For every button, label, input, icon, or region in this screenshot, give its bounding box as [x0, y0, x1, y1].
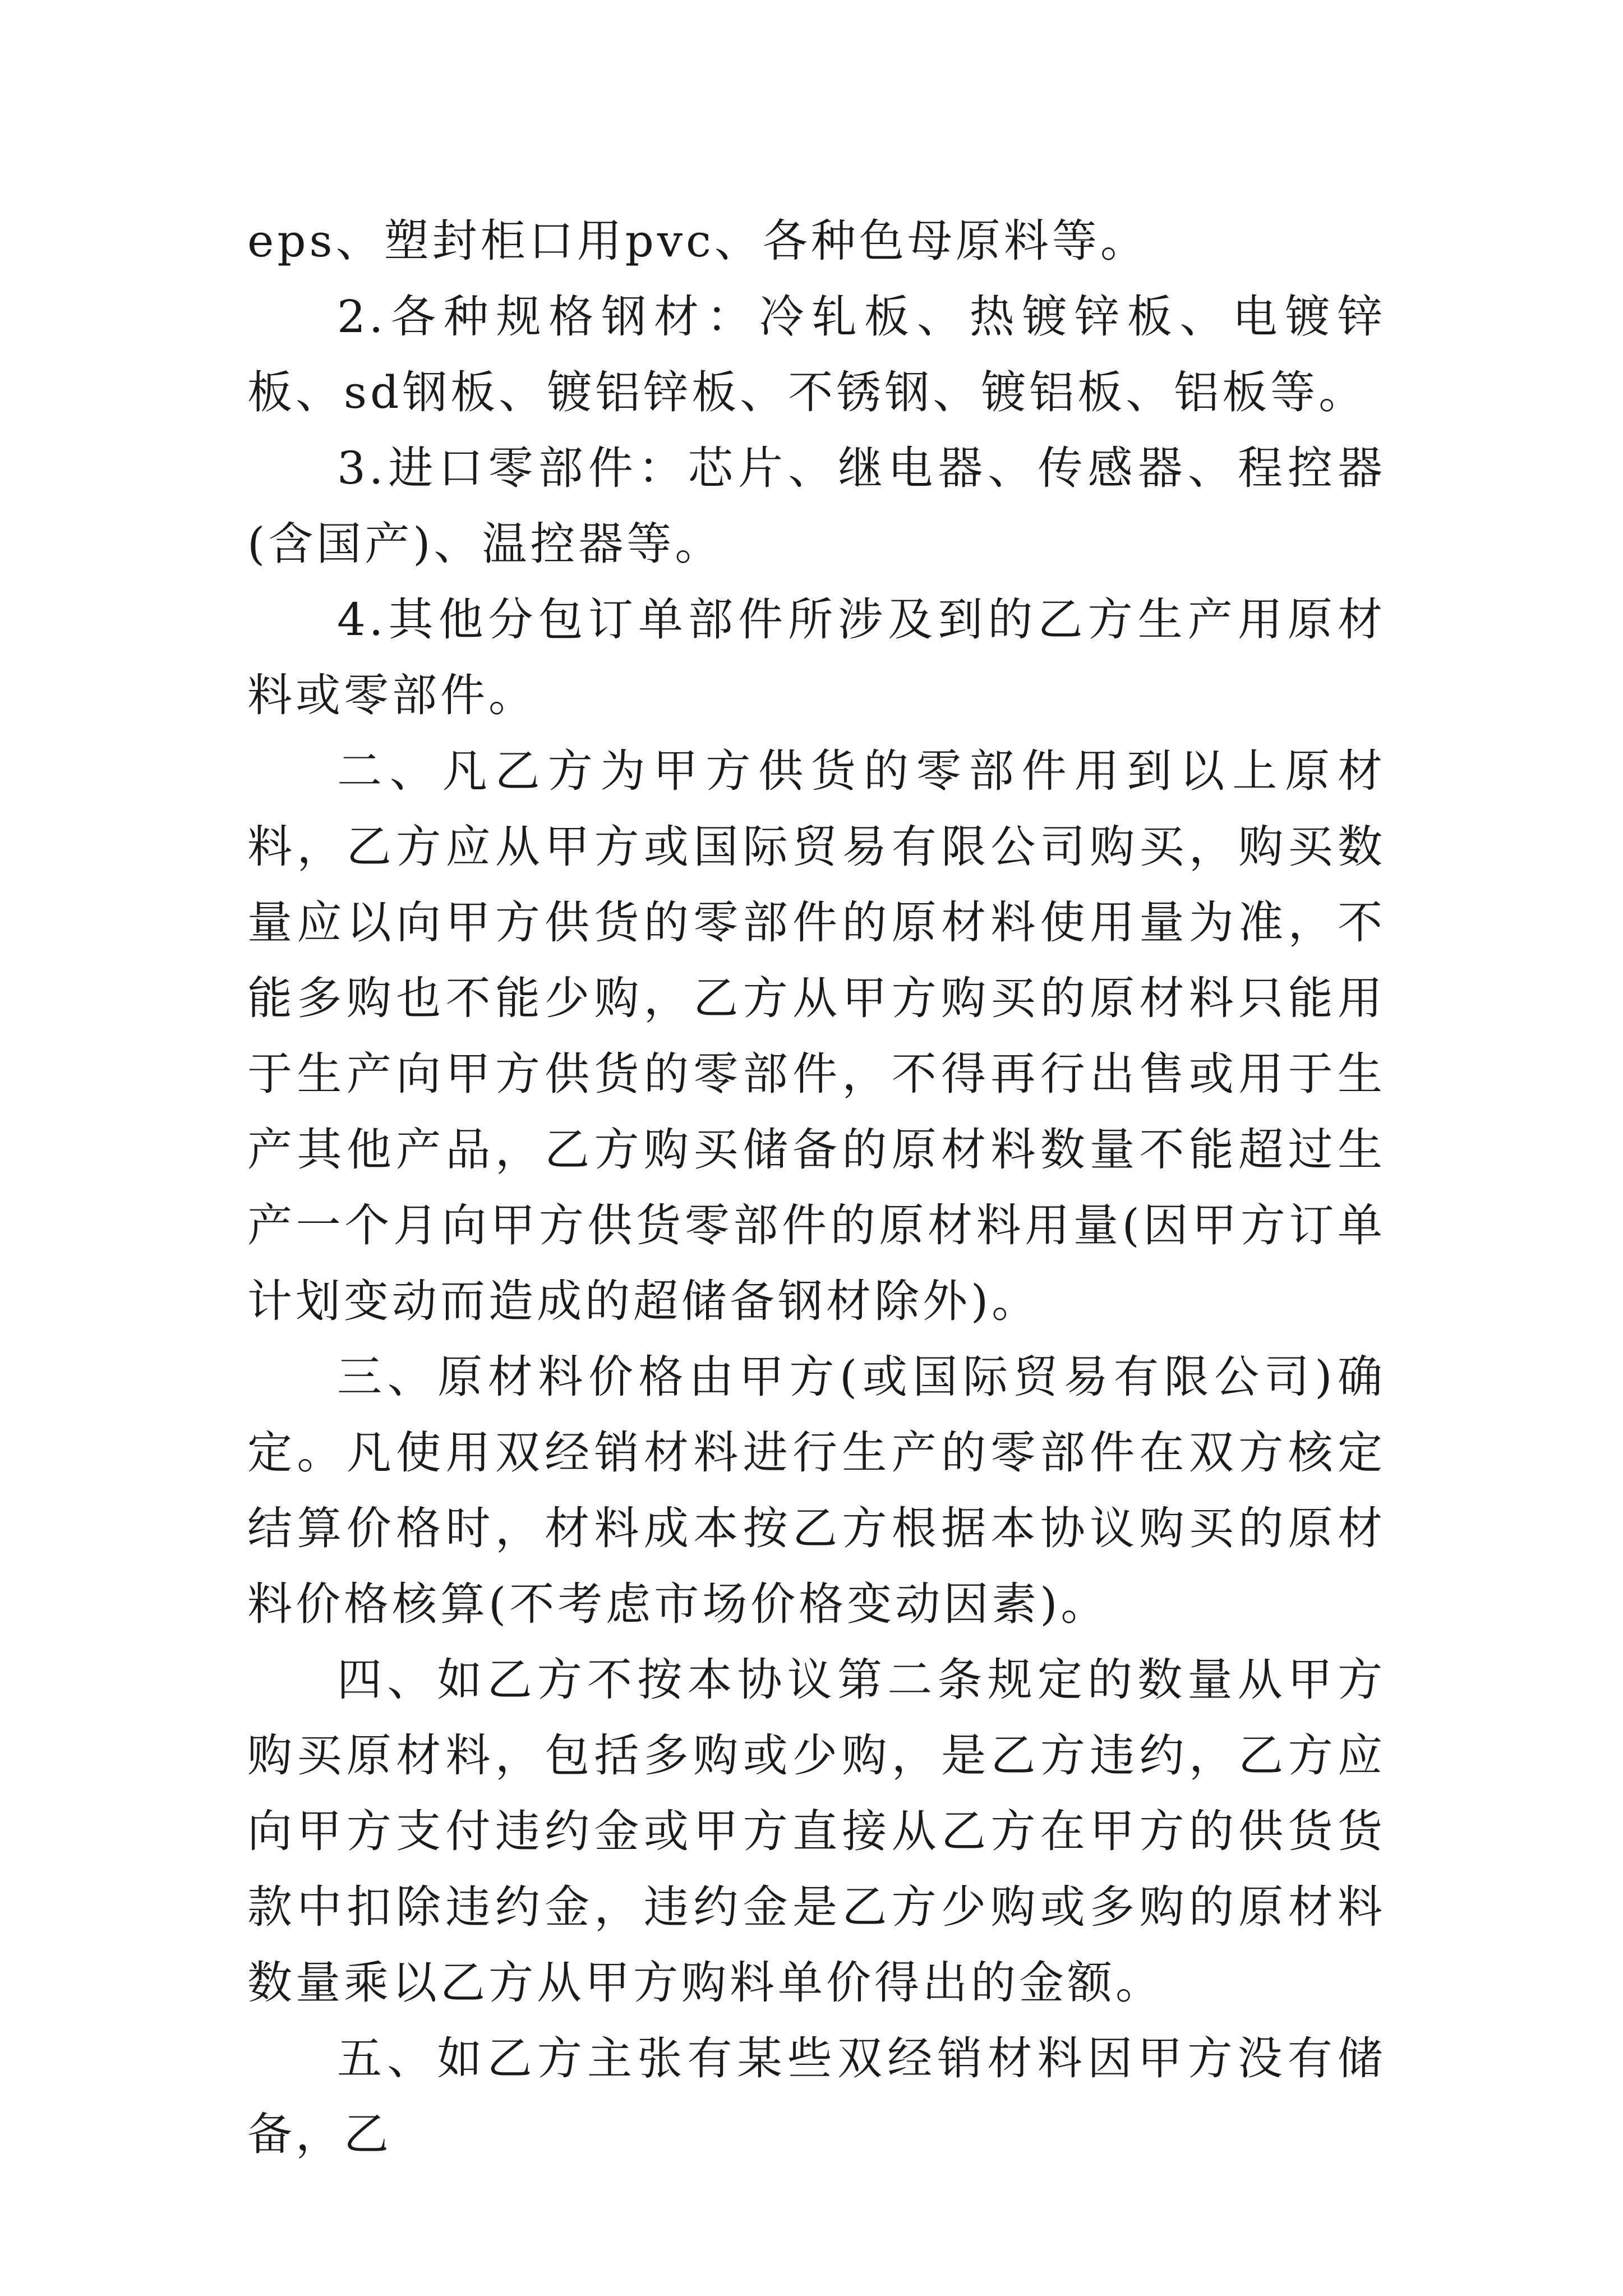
- paragraph-continuation: eps、塑封柜口用pvc、各种色母原料等。: [247, 215, 1149, 267]
- document-body: [247, 203, 1386, 2172]
- paragraph-clause-4: 四、如乙方不按本协议第二条规定的数量从甲方购买原材料，包括多购或少购，是乙方违约，乙方应向甲方支付违约金或甲方直接从乙方在甲方的供货货款中扣除违约金，违约金是乙方少购或多购的原材料数量乘以乙方从甲方购料单价得出的金额。: [247, 1654, 1386, 2009]
- paragraph-clause-5: 五、如乙方主张有某些双经销材料因甲方没有储备，乙: [247, 2032, 1386, 2160]
- paragraph-clause-3: 三、原材料价格由甲方(或国际贸易有限公司)确定。凡使用双经销材料进行生产的零部件在双方核定结算价格时，材料成本按乙方根据本协议购买的原材料价格核算(不考虑市场价格变动因素)。: [247, 1351, 1386, 1630]
- paragraph-clause-2: 二、凡乙方为甲方供货的零部件用到以上原材料，乙方应从甲方或国际贸易有限公司购买，购买数量应以向甲方供货的零部件的原材料使用量为准，不能多购也不能少购，乙方从甲方购买的原材料只能用于生产向甲方供货的零部件，不得再行出售或用于生产其他产品，乙方购买储备的原材料数量不能超过生产一个月向甲方供货零部件的原材料用量(因甲方订单计划变动而造成的超储备钢材除外)。: [247, 745, 1386, 1327]
- paragraph-item-2-steel: 2.各种规格钢材：冷轧板、热镀锌板、电镀锌板、sd钢板、镀铝锌板、不锈钢、镀铝板、铝板等。: [247, 291, 1386, 418]
- paragraph-item-4-other: 4.其他分包订单部件所涉及到的乙方生产用原材料或零部件。: [247, 593, 1386, 721]
- paragraph-item-3-imported-parts: 3.进口零部件：芯片、继电器、传感器、程控器(含国产)、温控器等。: [247, 442, 1386, 570]
